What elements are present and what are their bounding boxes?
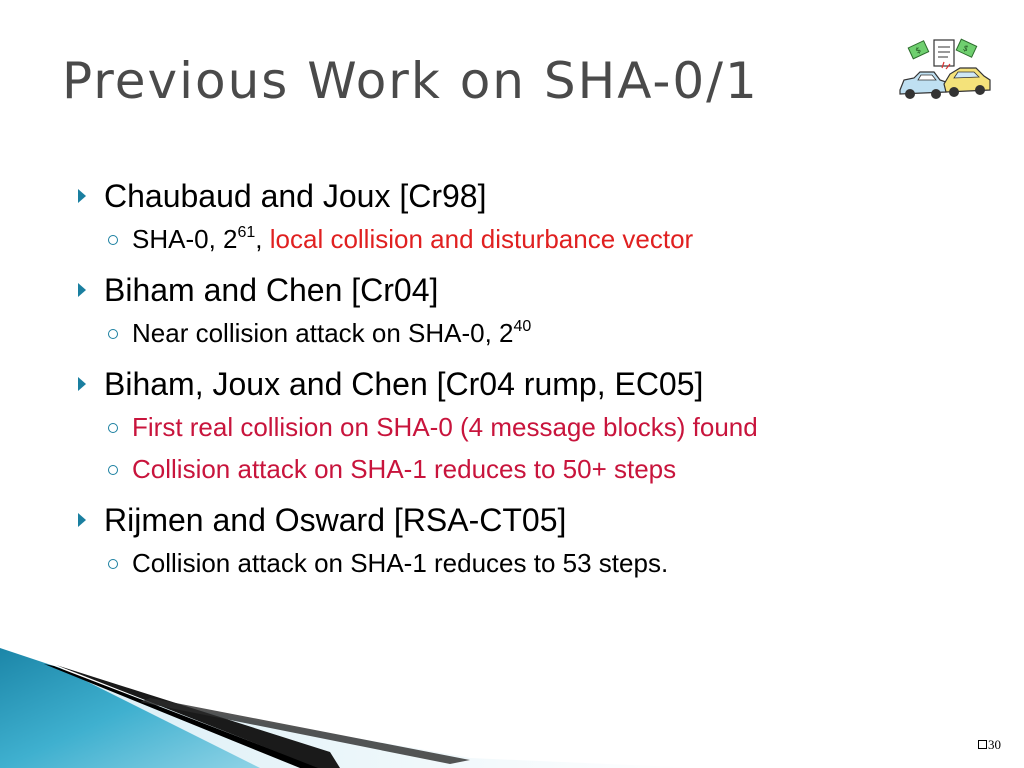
sub-bullet-item	[78, 448, 978, 490]
bullet-item	[78, 498, 978, 542]
sub-bullet-item	[78, 312, 978, 354]
highlighted-text: local collision and disturbance vector	[269, 224, 694, 254]
sub-bullet-item	[78, 218, 978, 260]
sub-bullet-item	[78, 542, 978, 584]
ring-bullet-icon	[108, 559, 118, 569]
ring-bullet-icon	[108, 423, 118, 433]
bullet-item	[78, 268, 978, 312]
svg-text:$: $	[961, 43, 970, 54]
bullet-text: Biham, Joux and Chen [Cr04 rump, EC05]	[104, 366, 704, 402]
bottom-wave-decoration	[0, 640, 1024, 768]
triangle-bullet-icon	[78, 189, 86, 203]
exponent: 61	[237, 224, 256, 241]
page-number	[978, 737, 1001, 753]
ring-bullet-icon	[108, 465, 118, 475]
bullet-text: Biham and Chen [Cr04]	[104, 272, 439, 308]
slide-title: Previous Work on SHA-0/1	[62, 52, 759, 110]
sub-bullet-item	[78, 406, 978, 448]
sub-bullet-text: Near collision attack on SHA-0, 2	[132, 318, 514, 348]
bullet-text: Rijmen and Osward [RSA-CT05]	[104, 502, 567, 538]
triangle-bullet-icon	[78, 377, 86, 391]
checkbox-square-icon	[978, 740, 987, 749]
triangle-bullet-icon	[78, 513, 86, 527]
triangle-bullet-icon	[78, 283, 86, 297]
highlighted-text: Collision attack on SHA-1 reduces to 50+ steps	[132, 454, 677, 484]
highlighted-text: First real collision on SHA-0 (4 message blocks) found	[132, 412, 758, 442]
page-number-text: 30	[988, 737, 1001, 752]
bullet-list	[78, 174, 978, 584]
svg-text:$: $	[914, 45, 923, 56]
sub-bullet-text: SHA-0, 2	[132, 224, 238, 254]
ring-bullet-icon	[108, 329, 118, 339]
bullet-item	[78, 362, 978, 406]
exponent: 40	[513, 318, 532, 335]
car-collision-money-icon	[896, 38, 994, 104]
bullet-item	[78, 174, 978, 218]
separator-text: ,	[255, 224, 270, 254]
sub-bullet-text: Collision attack on SHA-1 reduces to 53 steps.	[132, 548, 669, 578]
ring-bullet-icon	[108, 235, 118, 245]
bullet-text: Chaubaud and Joux [Cr98]	[104, 178, 487, 214]
